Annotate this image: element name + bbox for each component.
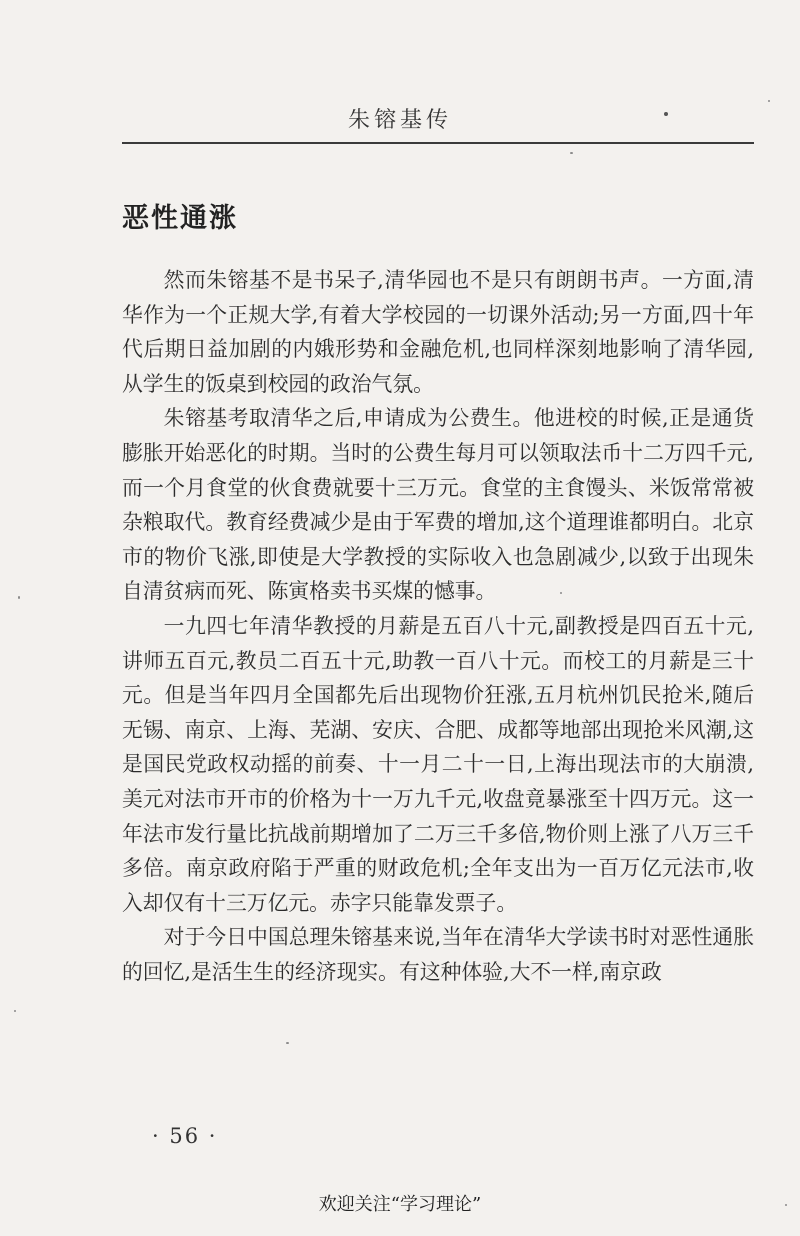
paragraph-3: 一九四七年清华教授的月薪是五百八十元,副教授是四百五十元,讲师五百元,教员二百五十元,助教一百八十元。而校工的月薪是三十元。但是当年四月全国都先后出现物价狂涨,五月杭州饥民抢米,随后无锡、南京、上海、芜湖、安庆、合肥、成都等地部出现抢米风潮,这是国民党政权动摇的前奏、十一月二十一日,上海出现法市的大崩溃,美元对法市开市的价格为十一万九千元,收盘竟暴涨至十四万元。这一年法市发行量比抗战前期增加了二万三千多倍,物价则上涨了八万三千多倍。南京政府陷于严重的财政危机;全年支出为一百万亿元法市,收入却仅有十三万亿元。赤字只能靠发票子。 [122, 613, 755, 915]
scan-speck [768, 100, 770, 102]
scan-speck [570, 152, 573, 154]
header-dot [664, 112, 668, 116]
scan-speck [286, 1042, 289, 1044]
scan-speck [14, 1010, 16, 1012]
scan-speck [560, 592, 562, 594]
body-text [122, 263, 754, 989]
section-title: 恶性通涨 [122, 203, 238, 234]
paragraph-2: 朱镕基考取清华之后,申请成为公费生。他进校的时候,正是通货膨胀开始恶化的时期。当时的公费生每月可以领取法币十二万四千元,而一个月食堂的伙食费就要十三万元。食堂的主食馒头、米饭常常被杂粮取代。教育经费减少是由于军费的增加,这个道理谁都明白。北京市的物价飞涨,即使是大学教授的实际收入也急剧减少,以致于出现朱自清贫病而死、陈寅格卖书买煤的憾事。 [122, 406, 754, 604]
paragraph-4: 对于今日中国总理朱镕基来说,当年在清华大学读书时对恶性通胀的回忆,是活生生的经济现实。有这种体验,大不一样,南京政 [122, 925, 754, 984]
header-rule [122, 142, 754, 144]
page-number: · 56 · [152, 1124, 218, 1148]
scan-speck [785, 1204, 787, 1206]
paragraph-1: 然而朱镕基不是书呆子,清华园也不是只有朗朗书声。一方面,清华作为一个正规大学,有着大学校园的一切课外活动;另一方面,四十年代后期日益加剧的内娥形势和金融危机,也同样深刻地影响了清华园,从学生的饭桌到校园的政治气氛。 [122, 268, 754, 396]
footer-note: 欢迎关注“学习理论” [318, 1194, 482, 1215]
scan-speck [18, 596, 20, 599]
running-header-title: 朱镕基传 [347, 108, 452, 133]
